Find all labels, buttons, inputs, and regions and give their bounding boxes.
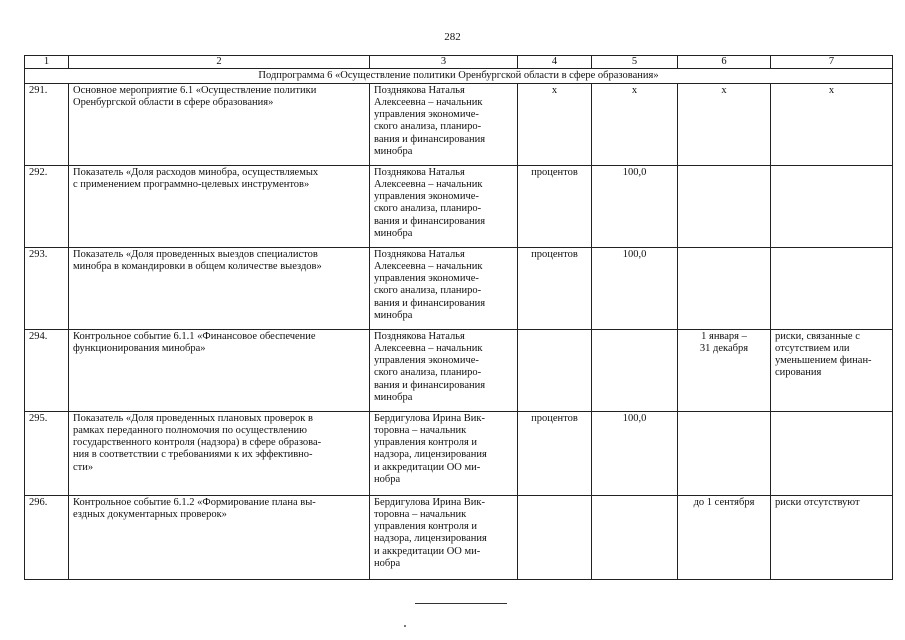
- row-value: х: [592, 83, 678, 165]
- row-responsible-line: Алексеевна – начальник: [374, 260, 483, 272]
- row-responsible-line: минобра: [374, 392, 413, 404]
- row-term: [678, 411, 771, 495]
- row-risks: [771, 329, 893, 411]
- row-responsible-line: ского анализа, планиро-: [374, 203, 482, 215]
- row-responsible-line: Алексеевна – начальник: [374, 96, 483, 108]
- column-header: 1: [25, 56, 69, 69]
- row-name-line: сти»: [73, 461, 94, 473]
- page-number: 282: [444, 31, 461, 43]
- row-responsible-line: минобра: [374, 146, 413, 158]
- column-header: 4: [518, 56, 592, 69]
- row-responsible: [370, 247, 518, 329]
- row-term: [678, 495, 771, 579]
- row-name-line: Контрольное событие 6.1.1 «Финансовое обеспечение: [73, 330, 316, 342]
- row-name: [69, 495, 370, 579]
- row-number: 291.: [25, 83, 69, 165]
- row-name-line: Контрольное событие 6.1.2 «Формирование плана вы-: [73, 496, 316, 508]
- row-name-line: функционирования минобра»: [73, 342, 206, 354]
- row-term: [678, 165, 771, 247]
- row-unit: процентов: [518, 247, 592, 329]
- row-name-line: рамках переданного полномочия по осуществлению: [73, 424, 307, 436]
- row-responsible-line: торовна – начальник: [374, 424, 467, 436]
- row-number: 294.: [25, 329, 69, 411]
- row-name: [69, 83, 370, 165]
- row-responsible-line: и аккредитации ОО ми-: [374, 545, 481, 557]
- row-name: [69, 247, 370, 329]
- row-unit: [518, 495, 592, 579]
- row-term-line: 1 января –: [701, 330, 747, 342]
- column-header: 3: [370, 56, 518, 69]
- row-responsible-line: вания и финансирования: [374, 379, 486, 391]
- row-value: 100,0: [592, 247, 678, 329]
- row-value: 100,0: [592, 411, 678, 495]
- column-header: 5: [592, 56, 678, 69]
- row-name-line: Основное мероприятие 6.1 «Осуществление политики: [73, 84, 317, 96]
- row-name-line: Показатель «Доля проведенных выездов специалистов: [73, 248, 318, 260]
- row-risks: [771, 165, 893, 247]
- row-responsible-line: вания и финансирования: [374, 215, 486, 227]
- row-risks: [771, 495, 893, 579]
- row-responsible-line: надзора, лицензирования: [374, 533, 487, 545]
- scan-speck: [404, 625, 406, 627]
- row-name-line: ездных документарных проверок»: [73, 508, 227, 520]
- row-responsible-line: минобра: [374, 310, 413, 322]
- row-responsible-line: управления экономиче-: [374, 191, 479, 203]
- row-responsible-line: вания и финансирования: [374, 297, 486, 309]
- row-term-line: х: [721, 84, 727, 96]
- row-name-line: Оренбургской области в сфере образования»: [73, 96, 274, 108]
- table-row: [25, 329, 893, 411]
- row-responsible-line: Позднякова Наталья: [374, 84, 465, 96]
- row-name: [69, 411, 370, 495]
- row-number: 296.: [25, 495, 69, 579]
- row-responsible: [370, 83, 518, 165]
- row-responsible-line: управления экономиче-: [374, 109, 479, 121]
- row-unit: [518, 329, 592, 411]
- footer-rule: [415, 603, 507, 604]
- row-responsible-line: минобра: [374, 228, 413, 240]
- table-row: [25, 411, 893, 495]
- row-responsible-line: управления контроля и: [374, 437, 478, 449]
- row-name-line: с применением программно-целевых инструментов»: [73, 178, 310, 190]
- row-responsible-line: Бердигулова Ирина Вик-: [374, 496, 486, 508]
- row-responsible-line: Бердигулова Ирина Вик-: [374, 412, 486, 424]
- row-responsible-line: надзора, лицензирования: [374, 449, 487, 461]
- row-name-line: государственного контроля (надзора) в сфере образова-: [73, 437, 322, 449]
- column-header: 6: [678, 56, 771, 69]
- row-risks-line: сирования: [775, 367, 822, 379]
- row-responsible: [370, 495, 518, 579]
- row-number: 292.: [25, 165, 69, 247]
- program-table: [24, 55, 893, 580]
- row-responsible-line: управления экономиче-: [374, 273, 479, 285]
- row-number: 293.: [25, 247, 69, 329]
- row-number: 295.: [25, 411, 69, 495]
- table-row: [25, 165, 893, 247]
- subprogram-title: Подпрограмма 6 «Осуществление политики Оренбургской области в сфере образования»: [25, 69, 893, 83]
- row-responsible: [370, 165, 518, 247]
- row-term: [678, 83, 771, 165]
- table-row: [25, 495, 893, 579]
- column-header: 7: [771, 56, 893, 69]
- row-responsible-line: Алексеевна – начальник: [374, 342, 483, 354]
- row-name-line: Показатель «Доля проведенных плановых проверок в: [73, 412, 313, 424]
- row-responsible-line: Позднякова Наталья: [374, 330, 465, 342]
- row-responsible-line: ского анализа, планиро-: [374, 285, 482, 297]
- row-responsible-line: управления контроля и: [374, 521, 478, 533]
- row-responsible-line: Алексеевна – начальник: [374, 178, 483, 190]
- row-risks-line: х: [828, 84, 835, 96]
- row-value: [592, 495, 678, 579]
- row-term-line: 31 декабря: [699, 342, 749, 354]
- row-responsible: [370, 411, 518, 495]
- row-responsible-line: нобра: [374, 558, 401, 570]
- row-term: [678, 329, 771, 411]
- row-risks-line: отсутствием или: [775, 342, 850, 354]
- row-risks-line: риски, связанные с: [775, 330, 860, 342]
- row-responsible-line: торовна – начальник: [374, 508, 467, 520]
- row-unit: процентов: [518, 165, 592, 247]
- row-responsible-line: ского анализа, планиро-: [374, 121, 482, 133]
- row-responsible-line: нобра: [374, 474, 401, 486]
- row-responsible-line: Позднякова Наталья: [374, 166, 465, 178]
- row-name-line: Показатель «Доля расходов минобра, осуществляемых: [73, 166, 319, 178]
- row-value: 100,0: [592, 165, 678, 247]
- row-name-line: ния в соответствии с требованиями к их эффективно-: [73, 449, 313, 461]
- row-risks: [771, 411, 893, 495]
- column-header: 2: [69, 56, 370, 69]
- row-name: [69, 165, 370, 247]
- column-number-row: [25, 56, 893, 69]
- row-term: [678, 247, 771, 329]
- row-responsible-line: управления экономиче-: [374, 355, 479, 367]
- row-value: [592, 329, 678, 411]
- row-risks-line: уменьшением финан-: [775, 355, 872, 367]
- row-name-line: минобра в командировки в общем количестве выездов»: [73, 260, 322, 272]
- row-risks-line: риски отсутствуют: [775, 496, 860, 508]
- row-unit: х: [518, 83, 592, 165]
- row-responsible: [370, 329, 518, 411]
- row-responsible-line: вания и финансирования: [374, 133, 486, 145]
- row-responsible-line: и аккредитации ОО ми-: [374, 461, 481, 473]
- row-term-line: до 1 сентября: [693, 496, 755, 508]
- row-risks: [771, 247, 893, 329]
- row-responsible-line: Позднякова Наталья: [374, 248, 465, 260]
- row-risks: [771, 83, 893, 165]
- row-name: [69, 329, 370, 411]
- table-row: [25, 247, 893, 329]
- row-responsible-line: ского анализа, планиро-: [374, 367, 482, 379]
- table-row: [25, 83, 893, 165]
- row-unit: процентов: [518, 411, 592, 495]
- subprogram-row: [25, 69, 893, 83]
